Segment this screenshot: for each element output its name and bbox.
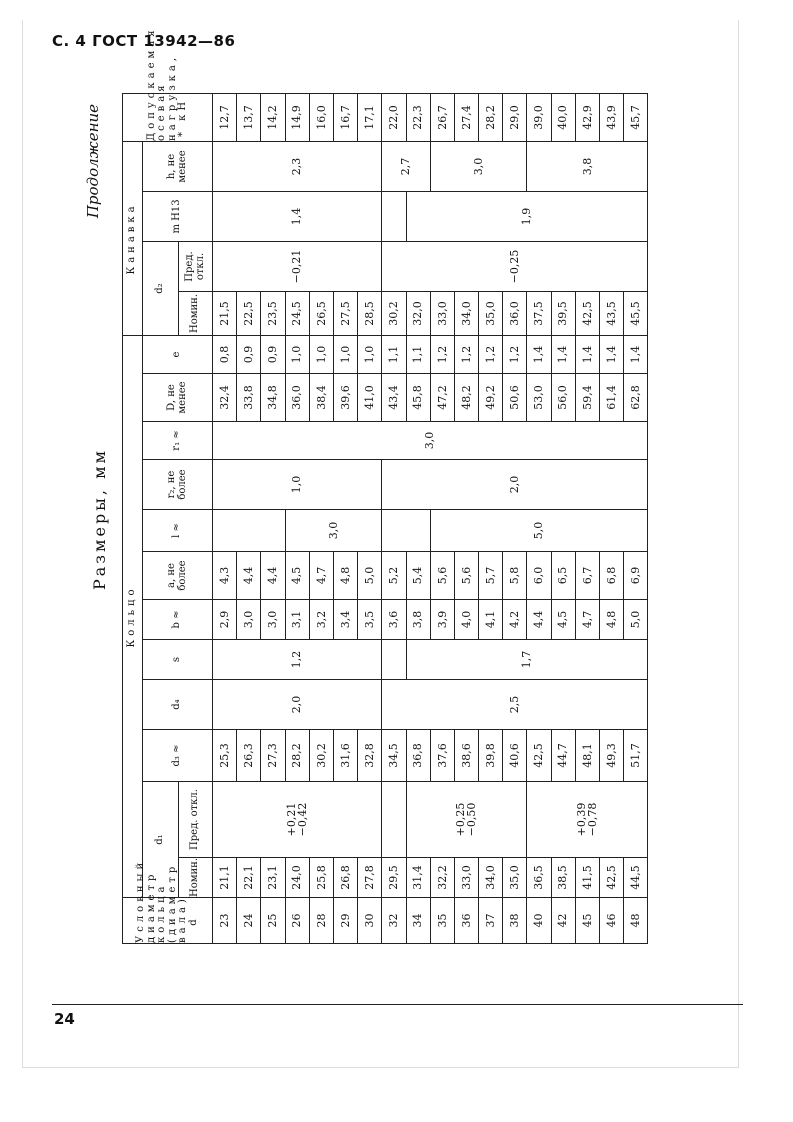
table-body (213, 93, 648, 943)
header-groove-d2: d₂ (143, 241, 179, 335)
cell-D: 53,0 (527, 374, 551, 422)
cell-diameter: 45 (575, 898, 599, 944)
cell-groove-nominal: 30,2 (382, 291, 406, 335)
scan-edge-left (22, 20, 23, 1068)
cell-e: 1,2 (503, 335, 527, 373)
cell-axial-load: 39,0 (527, 93, 551, 141)
cell-diameter: 42 (551, 898, 575, 944)
cell-d1-nominal: 21,1 (213, 858, 237, 898)
page-header: С. 4 ГОСТ 13942—86 (52, 32, 236, 50)
merged-cell: 2,5 (382, 680, 648, 730)
cell-d1-nominal: 27,8 (358, 858, 382, 898)
cell-d3: 51,7 (624, 730, 648, 782)
cell-axial-load: 14,9 (285, 93, 309, 141)
cell-a: 6,9 (624, 552, 648, 600)
cell-groove-nominal: 22,5 (237, 291, 261, 335)
cell-groove-nominal: 21,5 (213, 291, 237, 335)
cell-a: 4,3 (213, 552, 237, 600)
cell-e: 1,4 (624, 335, 648, 373)
merged-cell: 3,0 (213, 422, 648, 460)
header-s: s (143, 640, 213, 680)
cell-axial-load: 26,7 (430, 93, 454, 141)
cell-b: 3,2 (309, 600, 333, 640)
cell-e: 1,1 (406, 335, 430, 373)
cell-diameter: 24 (237, 898, 261, 944)
merged-cell: 2,0 (382, 460, 648, 510)
cell-D: 39,6 (333, 374, 357, 422)
cell-D: 50,6 (503, 374, 527, 422)
cell-axial-load: 16,7 (333, 93, 357, 141)
cell-groove-nominal: 24,5 (285, 291, 309, 335)
cell-d3: 32,8 (358, 730, 382, 782)
cell-groove-nominal: 37,5 (527, 291, 551, 335)
merged-cell: 2,7 (382, 141, 430, 191)
cell-d1-nominal: 23,1 (261, 858, 285, 898)
cell-a: 4,7 (309, 552, 333, 600)
merged-cell (213, 510, 286, 552)
cell-diameter: 26 (285, 898, 309, 944)
cell-groove-nominal: 33,0 (430, 291, 454, 335)
scan-edge-right (738, 20, 739, 1068)
cell-e: 1,2 (479, 335, 503, 373)
header-e: e (143, 335, 213, 373)
header-d1-tolerance: Пред. откл. (179, 782, 213, 858)
cell-d3: 38,6 (454, 730, 478, 782)
cell-b: 5,0 (624, 600, 648, 640)
cell-axial-load: 27,4 (454, 93, 478, 141)
merged-cell: 3,0 (285, 510, 382, 552)
cell-axial-load: 16,0 (309, 93, 333, 141)
cell-b: 3,4 (333, 600, 357, 640)
cell-a: 5,7 (479, 552, 503, 600)
cell-d3: 37,6 (430, 730, 454, 782)
header-h: h, не менее (143, 141, 213, 191)
cell-b: 3,6 (382, 600, 406, 640)
cell-a: 6,8 (600, 552, 624, 600)
cell-d1-nominal: 25,8 (309, 858, 333, 898)
cell-e: 0,8 (213, 335, 237, 373)
header-groove-tolerance: Пред. откл. (179, 241, 213, 291)
cell-e: 1,1 (382, 335, 406, 373)
cell-d1-nominal: 34,0 (479, 858, 503, 898)
cell-a: 4,8 (333, 552, 357, 600)
cell-b: 3,5 (358, 600, 382, 640)
cell-e: 1,2 (454, 335, 478, 373)
cell-a: 5,0 (358, 552, 382, 600)
merged-cell: 1,0 (213, 460, 382, 510)
cell-groove-nominal: 26,5 (309, 291, 333, 335)
cell-diameter: 35 (430, 898, 454, 944)
merged-cell (382, 782, 406, 858)
page-number: 24 (54, 1010, 75, 1028)
cell-D: 32,4 (213, 374, 237, 422)
header-group-groove: Канавка (123, 141, 143, 335)
cell-d3: 44,7 (551, 730, 575, 782)
cell-b: 4,8 (600, 600, 624, 640)
cell-b: 4,1 (479, 600, 503, 640)
merged-cell: −0,21 (213, 241, 382, 291)
cell-diameter: 34 (406, 898, 430, 944)
cell-d3: 48,1 (575, 730, 599, 782)
header-a: a, не более (143, 552, 213, 600)
cell-D: 33,8 (237, 374, 261, 422)
cell-b: 4,7 (575, 600, 599, 640)
cell-groove-nominal: 23,5 (261, 291, 285, 335)
cell-a: 4,4 (261, 552, 285, 600)
header-d3: d₃ ≈ (143, 730, 213, 782)
cell-groove-nominal: 32,0 (406, 291, 430, 335)
continuation-label: Продолжение (84, 104, 102, 219)
cell-d1-nominal: 42,5 (600, 858, 624, 898)
cell-diameter: 32 (382, 898, 406, 944)
cell-d1-nominal: 26,8 (333, 858, 357, 898)
merged-cell: 5,0 (430, 510, 648, 552)
cell-b: 3,1 (285, 600, 309, 640)
cell-groove-nominal: 35,0 (479, 291, 503, 335)
cell-d1-nominal: 29,5 (382, 858, 406, 898)
cell-diameter: 37 (479, 898, 503, 944)
cell-axial-load: 42,9 (575, 93, 599, 141)
merged-cell: 1,7 (406, 640, 648, 680)
cell-a: 5,8 (503, 552, 527, 600)
cell-axial-load: 17,1 (358, 93, 382, 141)
cell-a: 5,6 (454, 552, 478, 600)
merged-cell: 2,0 (213, 680, 382, 730)
cell-a: 5,6 (430, 552, 454, 600)
cell-b: 3,8 (406, 600, 430, 640)
cell-e: 1,4 (551, 335, 575, 373)
merged-cell: +0,39 −0,78 (527, 782, 648, 858)
cell-e: 0,9 (261, 335, 285, 373)
header-diameter: Условный диаметр кольца (диаметр вала) d (123, 898, 213, 944)
cell-e: 0,9 (237, 335, 261, 373)
cell-D: 45,8 (406, 374, 430, 422)
cell-D: 36,0 (285, 374, 309, 422)
scan-edge-bottom (22, 1067, 739, 1068)
cell-groove-nominal: 42,5 (575, 291, 599, 335)
cell-b: 3,0 (261, 600, 285, 640)
cell-a: 4,4 (237, 552, 261, 600)
cell-diameter: 23 (213, 898, 237, 944)
cell-b: 3,9 (430, 600, 454, 640)
cell-e: 1,4 (575, 335, 599, 373)
cell-groove-nominal: 39,5 (551, 291, 575, 335)
cell-diameter: 38 (503, 898, 527, 944)
merged-cell: 3,0 (430, 141, 527, 191)
cell-d3: 34,5 (382, 730, 406, 782)
cell-a: 6,5 (551, 552, 575, 600)
table-row (382, 93, 406, 943)
cell-axial-load: 22,3 (406, 93, 430, 141)
table-title: Размеры, мм (90, 448, 109, 590)
cell-b: 4,4 (527, 600, 551, 640)
cell-d3: 49,3 (600, 730, 624, 782)
cell-axial-load: 13,7 (237, 93, 261, 141)
cell-d3: 31,6 (333, 730, 357, 782)
cell-axial-load: 45,7 (624, 93, 648, 141)
cell-D: 41,0 (358, 374, 382, 422)
header-d4: d₄ (143, 680, 213, 730)
cell-d1-nominal: 41,5 (575, 858, 599, 898)
cell-d3: 42,5 (527, 730, 551, 782)
cell-groove-nominal: 36,0 (503, 291, 527, 335)
cell-d1-nominal: 35,0 (503, 858, 527, 898)
header-axial-load: Допускаемая осевая нагрузка, * кН (123, 93, 213, 141)
cell-D: 61,4 (600, 374, 624, 422)
header-r2: r₂, не более (143, 460, 213, 510)
cell-axial-load: 12,7 (213, 93, 237, 141)
cell-diameter: 30 (358, 898, 382, 944)
cell-e: 1,4 (600, 335, 624, 373)
merged-cell: −0,25 (382, 241, 648, 291)
cell-d1-nominal: 32,2 (430, 858, 454, 898)
cell-d1-nominal: 33,0 (454, 858, 478, 898)
header-group-ring: Кольцо (123, 335, 143, 897)
header-d1: d₁ (143, 782, 179, 898)
cell-a: 5,4 (406, 552, 430, 600)
cell-a: 6,7 (575, 552, 599, 600)
cell-diameter: 28 (309, 898, 333, 944)
merged-cell: 1,2 (213, 640, 382, 680)
cell-e: 1,0 (333, 335, 357, 373)
header-r1: r₁ ≈ (143, 422, 213, 460)
cell-D: 38,4 (309, 374, 333, 422)
cell-groove-nominal: 43,5 (600, 291, 624, 335)
cell-diameter: 46 (600, 898, 624, 944)
cell-a: 5,2 (382, 552, 406, 600)
cell-D: 56,0 (551, 374, 575, 422)
cell-axial-load: 29,0 (503, 93, 527, 141)
cell-groove-nominal: 28,5 (358, 291, 382, 335)
cell-a: 4,5 (285, 552, 309, 600)
merged-cell (382, 510, 430, 552)
cell-axial-load: 43,9 (600, 93, 624, 141)
cell-d1-nominal: 38,5 (551, 858, 575, 898)
cell-d3: 28,2 (285, 730, 309, 782)
cell-D: 34,8 (261, 374, 285, 422)
cell-e: 1,2 (430, 335, 454, 373)
cell-d3: 26,3 (237, 730, 261, 782)
cell-diameter: 25 (261, 898, 285, 944)
cell-axial-load: 22,0 (382, 93, 406, 141)
cell-b: 4,5 (551, 600, 575, 640)
cell-D: 59,4 (575, 374, 599, 422)
cell-d3: 40,6 (503, 730, 527, 782)
merged-cell (382, 191, 406, 241)
merged-cell: +0,21 −0,42 (213, 782, 382, 858)
header-m: m H13 (143, 191, 213, 241)
merged-cell: +0,25 −0,50 (406, 782, 527, 858)
cell-diameter: 48 (624, 898, 648, 944)
merged-cell: 1,9 (406, 191, 648, 241)
cell-e: 1,4 (527, 335, 551, 373)
cell-e: 1,0 (309, 335, 333, 373)
cell-d3: 25,3 (213, 730, 237, 782)
cell-groove-nominal: 34,0 (454, 291, 478, 335)
cell-e: 1,0 (358, 335, 382, 373)
cell-d3: 27,3 (261, 730, 285, 782)
cell-e: 1,0 (285, 335, 309, 373)
cell-diameter: 29 (333, 898, 357, 944)
cell-axial-load: 28,2 (479, 93, 503, 141)
cell-D: 47,2 (430, 374, 454, 422)
cell-d1-nominal: 31,4 (406, 858, 430, 898)
cell-D: 48,2 (454, 374, 478, 422)
cell-d1-nominal: 44,5 (624, 858, 648, 898)
merged-cell (382, 640, 406, 680)
table-caption (82, 94, 122, 944)
header-b: b ≈ (143, 600, 213, 640)
cell-b: 3,0 (237, 600, 261, 640)
table-row (213, 93, 237, 943)
cell-groove-nominal: 27,5 (333, 291, 357, 335)
cell-d3: 36,8 (406, 730, 430, 782)
cell-diameter: 40 (527, 898, 551, 944)
cell-b: 4,2 (503, 600, 527, 640)
cell-d3: 30,2 (309, 730, 333, 782)
cell-d1-nominal: 36,5 (527, 858, 551, 898)
cell-d3: 39,8 (479, 730, 503, 782)
cell-D: 62,8 (624, 374, 648, 422)
header-D: D, не менее (143, 374, 213, 422)
cell-d1-nominal: 22,1 (237, 858, 261, 898)
cell-diameter: 36 (454, 898, 478, 944)
cell-axial-load: 14,2 (261, 93, 285, 141)
cell-groove-nominal: 45,5 (624, 291, 648, 335)
footer-rule (52, 1004, 743, 1005)
cell-D: 49,2 (479, 374, 503, 422)
cell-a: 6,0 (527, 552, 551, 600)
header-groove-nominal: Номин. (179, 291, 213, 335)
cell-d1-nominal: 24,0 (285, 858, 309, 898)
merged-cell: 1,4 (213, 191, 382, 241)
merged-cell: 2,3 (213, 141, 382, 191)
merged-cell: 3,8 (527, 141, 648, 191)
header-l: l ≈ (143, 510, 213, 552)
cell-b: 4,0 (454, 600, 478, 640)
header-d1-nominal: Номин. (179, 858, 213, 898)
cell-axial-load: 40,0 (551, 93, 575, 141)
cell-D: 43,4 (382, 374, 406, 422)
cell-b: 2,9 (213, 600, 237, 640)
